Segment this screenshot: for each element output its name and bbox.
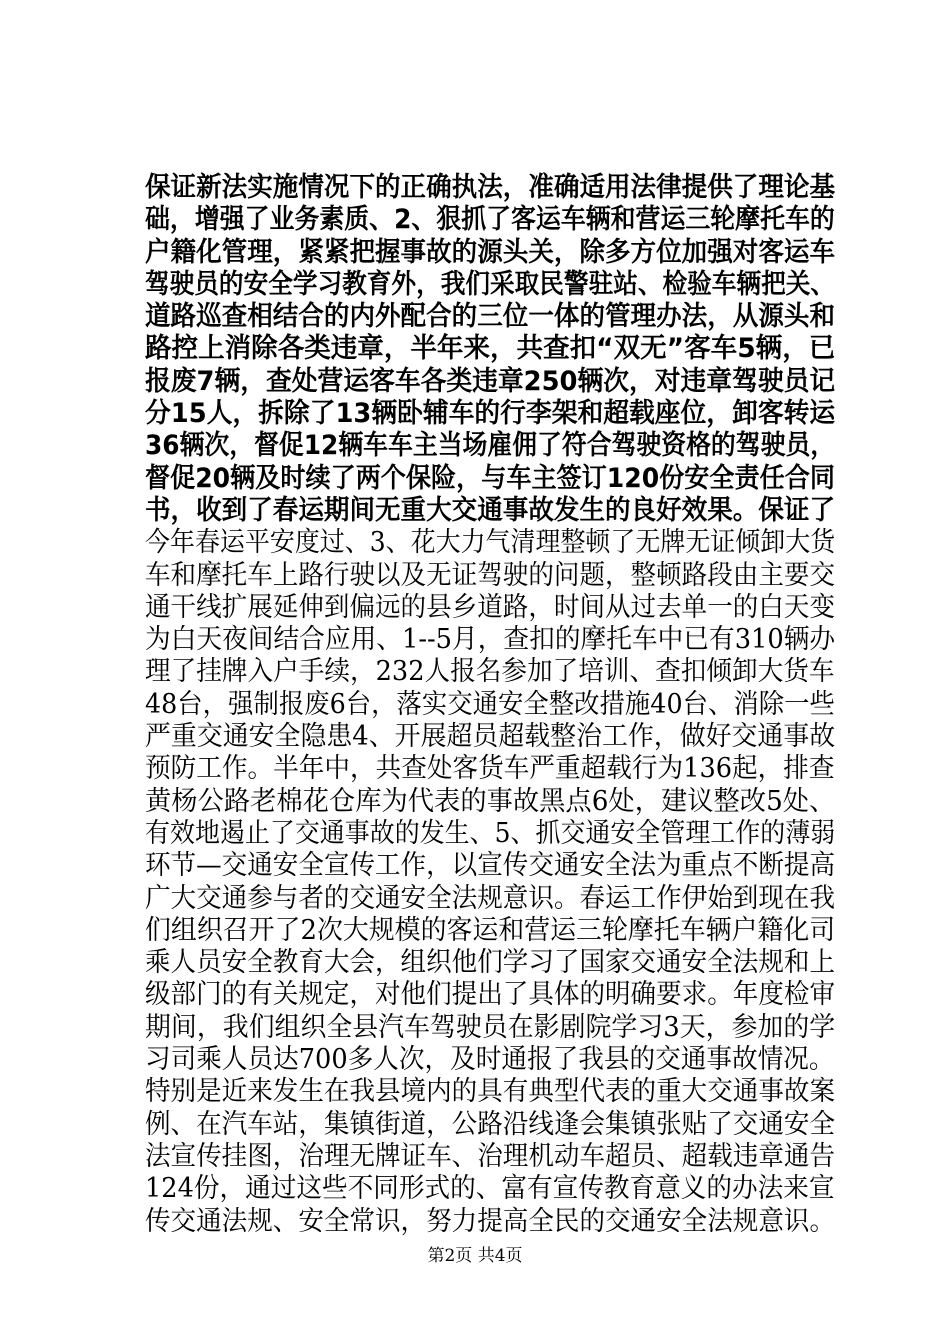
text-line: 传交通法规、安全常识，努力提高全民的交通安全法规意识。	[145, 1205, 835, 1237]
text-line: 36辆次，督促12辆车车主当场雇佣了符合驾驶资格的驾驶员，	[145, 430, 836, 462]
text-line: 们组织召开了2次大规模的客运和营运三轮摩托车辆户籍化司	[145, 914, 836, 946]
text-line: 础，增强了业务素质、2、狠抓了客运车辆和营运三轮摩托车的	[145, 204, 835, 236]
text-line: 级部门的有关规定，对他们提出了具体的明确要求。年度检审	[145, 979, 835, 1011]
text-line: 今年春运平安度过、3、花大力气清理整顿了无牌无证倾卸大货	[145, 527, 836, 559]
text-line: 法宣传挂图，治理无牌证车、治理机动车超员、超载违章通告	[145, 1140, 835, 1172]
text-line: 理了挂牌入户手续，232人报名参加了培训、查扣倾卸大货车	[145, 656, 835, 688]
text-line: 车和摩托车上路行驶以及无证驾驶的问题，整顿路段由主要交	[145, 559, 835, 591]
text-line: 环节—交通安全宣传工作，以宣传交通安全法为重点不断提高	[145, 850, 835, 882]
text-line: 报废7辆，查处营运客车各类违章250辆次，对违章驾驶员记	[145, 365, 836, 397]
text-line: 48台，强制报废6台，落实交通安全整改措施40台、消除一些	[145, 688, 835, 720]
text-line: 督促20辆及时续了两个保险，与车主签订120份安全责任合同	[145, 462, 835, 494]
text-line: 通干线扩展延伸到偏远的县乡道路，时间从过去单一的白天变	[145, 591, 835, 623]
text-line: 乘人员安全教育大会，组织他们学习了国家交通安全法规和上	[145, 947, 835, 979]
text-line: 道路巡查相结合的内外配合的三位一体的管理办法，从源头和	[145, 301, 835, 333]
text-line: 严重交通安全隐患4、开展超员超载整治工作，做好交通事故	[145, 721, 836, 753]
text-line: 保证新法实施情况下的正确执法，准确适用法律提供了理论基	[145, 172, 835, 203]
text-line: 习司乘人员达700多人次，及时通报了我县的交通事故情况。	[145, 1044, 835, 1076]
text-line: 特别是近来发生在我县境内的具有典型代表的重大交通事故案	[145, 1076, 835, 1108]
text-line: 124份，通过这些不同形式的、富有宣传教育意义的办法来宣	[145, 1173, 835, 1205]
text-line: 广大交通参与者的交通安全法规意识。春运工作伊始到现在我	[145, 882, 835, 914]
text-line: 预防工作。半年中，共查处客货车严重超载行为136起，排查	[145, 753, 835, 785]
text-line: 黄杨公路老棉花仓库为代表的事故黑点6处，建议整改5处、	[145, 785, 836, 817]
text-line: 有效地遏止了交通事故的发生、5、抓交通安全管理工作的薄弱	[145, 817, 836, 849]
text-line: 驾驶员的安全学习教育外，我们采取民警驻站、检验车辆把关、	[145, 268, 835, 300]
text-line: 期间，我们组织全县汽车驾驶员在影剧院学习3天，参加的学	[145, 1011, 836, 1043]
text-line: 户籍化管理，紧紧把握事故的源头关，除多方位加强对客运车	[145, 236, 835, 268]
text-line: 例、在汽车站，集镇街道，公路沿线逢会集镇张贴了交通安全	[145, 1108, 835, 1140]
text-line: 为白天夜间结合应用、1--5月，查扣的摩托车中已有310辆办	[145, 624, 836, 656]
text-line: 书，收到了春运期间无重大交通事故发生的良好效果。保证了	[145, 494, 835, 526]
text-line: 路控上消除各类违章，半年来，共查扣“双无”客车5辆，已	[145, 333, 836, 365]
body-text	[145, 172, 835, 1238]
page-number-footer: 第2页 共4页	[427, 1246, 523, 1266]
text-line: 分15人，拆除了13辆卧辅车的行李架和超载座位，卸客转运	[145, 398, 836, 430]
